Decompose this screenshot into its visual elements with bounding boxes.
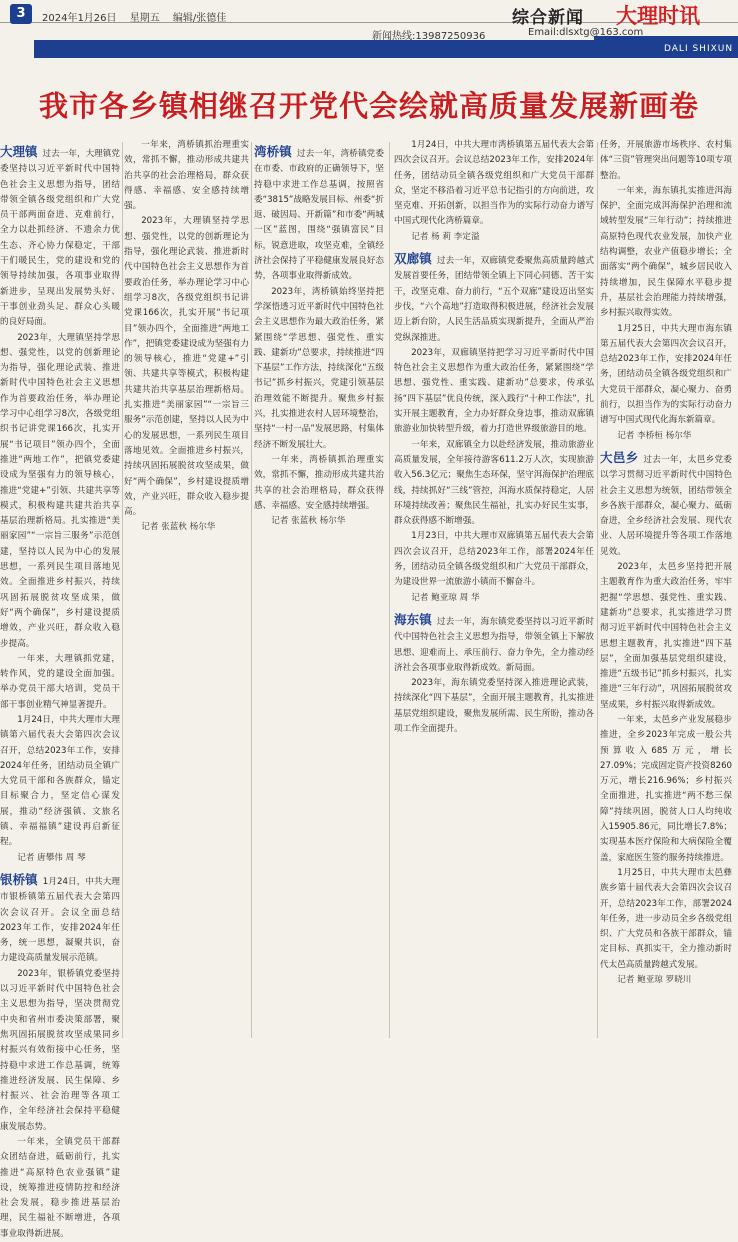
column-divider [389, 142, 390, 1038]
town-name: 湾桥镇 [254, 144, 292, 159]
byline: 记者 唐攀伟 周 琴 [17, 852, 86, 863]
section-haidong [394, 612, 594, 676]
section-dali [0, 144, 120, 331]
town-name: 大邑乡 [600, 449, 639, 465]
contact-email: Email:dlsxtg@163.com [528, 27, 644, 38]
text-column-3 [254, 138, 384, 1044]
section-yinqiao [0, 872, 120, 967]
paragraph: 过去一年，双廊镇党委聚焦高质量跨越式发展首要任务，团结带领全镇上下同心同德、苦干实干，改坚克难、奋力前行，“五个双廊”建设迈出坚实步伐，“六个高地”打造取得积极进展，经济社会发展迈上新台阶，人民生活品质实现新提升，全面从严治党纵深推进。 [394, 256, 594, 343]
paragraph: 一年来，太邑乡产业发展稳步推进，全乡2023年完成一般公共预算收入685万元，增长27.09%；完成固定资产投资8260万元，增长216.96%；乡村振兴全面推进，扎实推进“两不愁三保障”持续巩固，脱贫人口人均纯收入15905.86元，同比增长7.8%；实现基本医疗保险和大病保险全覆盖，家庭医生签约服务持续推进。 [600, 714, 732, 863]
byline: 记者 鲍亚琼 罗晓川 [617, 975, 692, 986]
paragraph: 任务，开展旅游市场秩序、农村集体“三资”管理突出问题等10项专项整治。 [600, 140, 732, 181]
section-shuanglang [394, 251, 594, 346]
text-column-4 [394, 138, 594, 1044]
town-name: 银桥镇 [0, 871, 38, 887]
paragraph: 一年来，湾桥镇抓治理重实效，常抓不懈，推动形成共建共治共享的社会治理格局，群众获得感、幸福感、安全感持续增强。 [124, 140, 249, 212]
paragraph: 2023年，大理镇坚持学思想、强党性，以党的创新理论为指导，强化理论武装、推进新时代中国特色社会主义思想作为首要政治任务，举办理论学习中心组学习8次，各级党组织书记讲党课166次，扎实开展“书记项目”领办四个，全面推进“两地工作”，把镇党委建设成为坚强有力的领导核心，推进“党建+”引领、共建共享等模式，积极构建共建共治共享基层治理新格局。扎实推进“美丽家园”“一宗旨三服务”示范创建，坚持以人民为中心的发展思想，一系列民生项目落地见效。全面推进乡村振兴，持续巩固拓展脱贫攻坚成果，做好“两个确保”，乡村建设提质增效，产业兴旺，群众收入稳步提高。 [124, 216, 249, 518]
issue-date: 2024年1月26日 [42, 13, 117, 24]
newspaper-logo: 大理时讯 [616, 3, 700, 28]
paragraph: 1月24日，中共大理市大理镇第六届代表大会第四次会议召开，总结2023年工作，安排2024年任务，团结动员全镇广大党员干部和各族群众，锚定目标聚合力，坚定信心谋发展，推动“经济强镇、文旅名镇、幸福福镇”建设再启新征程。 [0, 714, 120, 848]
paragraph: 1月23日，中共大理市双廊镇第五届代表大会第四次会议召开，总结2023年工作，部署2024年任务，团结动员全镇各级党组织和广大党员干部群众，为建设世界一流旅游小镇而不懈奋斗。 [394, 531, 594, 588]
byline: 记者 张蓝秋 杨尔华 [141, 522, 216, 533]
paragraph: 2023年，湾桥镇始终坚持把学深悟透习近平新时代中国特色社会主义思想作为最大政治任务，紧紧围绕“学思想、强党性、重实践、建新功”总要求，持续推进“四下基层”工作方法，持续深化“五级书记”抓乡村振兴，党建引领基层治理效能不断提升。聚焦乡村振兴，扎实推进农村人居环境整治，坚持“一村一品”发展思路，村集体经济不断发展壮大。 [254, 286, 384, 450]
text-column-5 [600, 138, 732, 1044]
article-headline: 我市各乡镇相继召开党代会绘就高质量发展新画卷 [38, 89, 699, 123]
paragraph: 过去一年，湾桥镇党委在市委、市政府的正确领导下，坚持稳中求进工作总基调，按照省委“3815”战略发展目标、州委“折返、破因局、开新篇”和市委“两城一区”蓝图，围绕“强镇富民”目标，锐意进取，攻坚克难，全镇经济社会保持了平稳健康发展良好态势，各项事业取得新成效。 [254, 149, 384, 282]
text-column-1 [0, 138, 120, 1239]
header-meta [42, 9, 236, 24]
paragraph: 1月25日，中共大理市太邑彝族乡第十届代表大会第四次会议召开，总结2023年工作，部署2024年任务，进一步动员全乡各级党组织、广大党员和各族干部群众，锚定目标、真抓实干，全力推动新时代太邑高质量跨越式发展。 [600, 867, 732, 970]
paragraph: 1月24日，中共大理市银桥镇第五届代表大会第四次会议召开。会议全面总结2023年工作，安排2024年任务，统一思想，凝聚共识，奋力建设高质量发展示范镇。 [0, 876, 120, 964]
paragraph: 1月25日，中共大理市海东镇第五届代表大会第四次会议召开，总结2023年工作，安排2024年任务，团结动员全镇各级党组织和广大党员干部群众，凝心聚力、奋勇前行，以担当作为的实际行动奋力谱写中国式现代化海东新篇章。 [600, 323, 732, 426]
paragraph: 2023年，双廊镇坚持把学习习近平新时代中国特色社会主义思想作为重大政治任务，紧紧围绕“学思想、强党性、重实践、建新功”总要求，传承弘扬“四下基层”优良传统，深入践行“十种工作法”，扎实开展主题教育，全力办好群众身边事，推动双廊镇旅游业加快转型升级，着力打造世界级旅游目的地。 [394, 347, 594, 435]
town-name: 大理镇 [0, 144, 38, 159]
paragraph: 过去一年，海东镇党委坚持以习近平新时代中国特色社会主义思想为指导，带领全镇上下解放思想、迎难而上、承压前行、奋力争先，全力推动经济社会各项事业取得新成效。新局面。 [394, 616, 594, 673]
paragraph: 一年来，双廊镇全力以赴经济发展，推动旅游业高质量发展，全年接待游客611.2万人次，实现旅游收入56.3亿元；聚焦生态环保，坚守洱海保护治理底线，持续抓好“三线”管控，洱海水质保持稳定，人居环境持续改善；聚焦民生福祉，扎实办好民生实事，群众获得感不断增强。 [394, 439, 594, 527]
paragraph: 2023年，太邑乡坚持把开展主题教育作为重大政治任务，牢牢把握“学思想、强党性、重实践、建新功”总要求，扎实推进学习贯彻习近平新时代中国特色社会主义思想主题教育，扎实推进“四下基层”，全面加强基层党组织建设，推进“五级书记”抓乡村振兴，扎实推进“三年行动”，巩固拓展脱贫攻坚成果，乡村振兴取得新成效。 [600, 562, 732, 710]
paragraph: 过去一年，太邑乡党委以学习贯彻习近平新时代中国特色社会主义思想为统领，团结带领全乡各族干部群众，凝心聚力、砥砺奋进，全乡经济社会发展、现代农业、人居环境提升等各项工作落地见效。 [600, 454, 732, 557]
paragraph: 过去一年，大理镇党委坚持以习近平新时代中国特色社会主义思想为指导，团结带领全镇各级党组织和广大党员干部两面奋进、克难前行，全力以赴抓经济、不遗余力优生态、齐心协力保稳定，干部干们暖民生，党的建设和党的领导持续加强，各项事业取得新进步，呈现出发展势头好、干事创业劲头足、群众心头暖的良好局面。 [0, 149, 120, 328]
byline: 记者 李桥桓 杨尔华 [617, 430, 692, 441]
byline: 记者 鲍亚琼 周 华 [411, 592, 480, 603]
paragraph: 一年来，大理镇抓党建，转作风，党的建设全面加强。举办党员干部大培训，党员干部干事创业精气神显著提升。 [0, 653, 120, 710]
section-dayi [600, 450, 732, 560]
section-title: 综合新闻 [512, 8, 584, 28]
column-divider [251, 142, 252, 1038]
byline: 记者 杨 莉 李定溢 [411, 231, 480, 242]
town-name: 海东镇 [394, 611, 432, 627]
header-band-notch [34, 36, 594, 40]
section-wanqiao [254, 144, 384, 285]
paragraph: 一年来，湾桥镇抓治理重实效，常抓不懈，推动形成共建共治共享的社会治理格局，群众获得感、幸福感、安全感持续增强。 [254, 454, 384, 511]
issue-weekday: 星期五 [129, 13, 160, 24]
paragraph: 1月24日，中共大理市湾桥镇第五届代表大会第四次会议召开。会议总结2023年工作，安排2024年任务，团结动员全镇各级党组织和广大党员干部群众，坚定不移沿着习近平总书记指引的方向前进，攻坚克难、开拓创新，以担当作为的实际行动奋力谱写中国式现代化湾桥篇章。 [394, 140, 594, 227]
town-name: 双廊镇 [394, 251, 432, 267]
column-divider [122, 142, 123, 1038]
paragraph: 一年来，全镇党员干部群众团结奋进，砥砺前行，扎实推进“高原特色农业强镇”建设，统筹推进疫情防控和经济社会发展，稳步推进基层治理，民生福祉不断增进，各项事业取得新进展。 [0, 1137, 120, 1239]
page-number: 3 [10, 4, 32, 24]
text-column-2 [124, 138, 249, 1044]
paragraph: 一年来，海东镇扎实推进洱海保护，全面完成洱海保护治理和流域转型发展“三年行动”；持续推进高原特色现代农业发展，加快产业结构调整，农业产值稳步增长；全面落实“两个确保”，城乡居民收入持续增加，民生保障水平稳步提升，基层社会治理能力持续增强，乡村振兴取得实效。 [600, 185, 732, 319]
page-header [0, 0, 738, 64]
paragraph: 2023年，海东镇党委坚持深入推进理论武装，持续深化“四下基层”，全面开展主题教育，扎实推进基层党组织建设，聚焦发展所需、民生所盼，推动各项工作全面提升。 [394, 678, 594, 734]
paragraph: 2023年，大理镇坚持学思想、强党性，以党的创新理论为指导，强化理论武装、推进新时代中国特色社会主义思想作为首要政治任务，举办理论学习中心组学习8次，各级党组织书记讲党课166次，扎实开展“书记项目”领办四个，全面推进“两地工作”，把镇党委建设成为坚强有力的领导核心，推进“党建+”引领、共建共享等模式，积极构建共建共治共享基层治理新格局。扎实推进“美丽家园”“一宗旨三服务”示范创建，坚持以人民为中心的发展思想，一系列民生项目落地见效。全面推进乡村振兴，持续巩固拓展脱贫攻坚成果，做好“两个确保”，乡村建设提质增效，产业兴旺，群众收入稳步提高。 [0, 332, 120, 649]
news-hotline: 新闻热线:13987250936 [372, 31, 486, 42]
logo-pinyin: DALI SHIXUN [664, 44, 734, 54]
column-divider [597, 142, 598, 1038]
byline: 记者 张蓝秋 杨尔华 [271, 516, 346, 527]
page-editor: 编辑/张德佳 [172, 13, 227, 24]
paragraph: 2023年，银桥镇党委坚持以习近平新时代中国特色社会主义思想为指导，坚决贯彻党中央和省州市委决策部署，聚焦巩固拓展脱贫攻坚成果同乡村振兴有效衔接中心任务，坚持稳中求进工作总基调，统筹推进经济发展、民生保障、乡村振兴、社会治理等各项工作，全年经济社会保持平稳健康发展态势。 [0, 968, 120, 1132]
